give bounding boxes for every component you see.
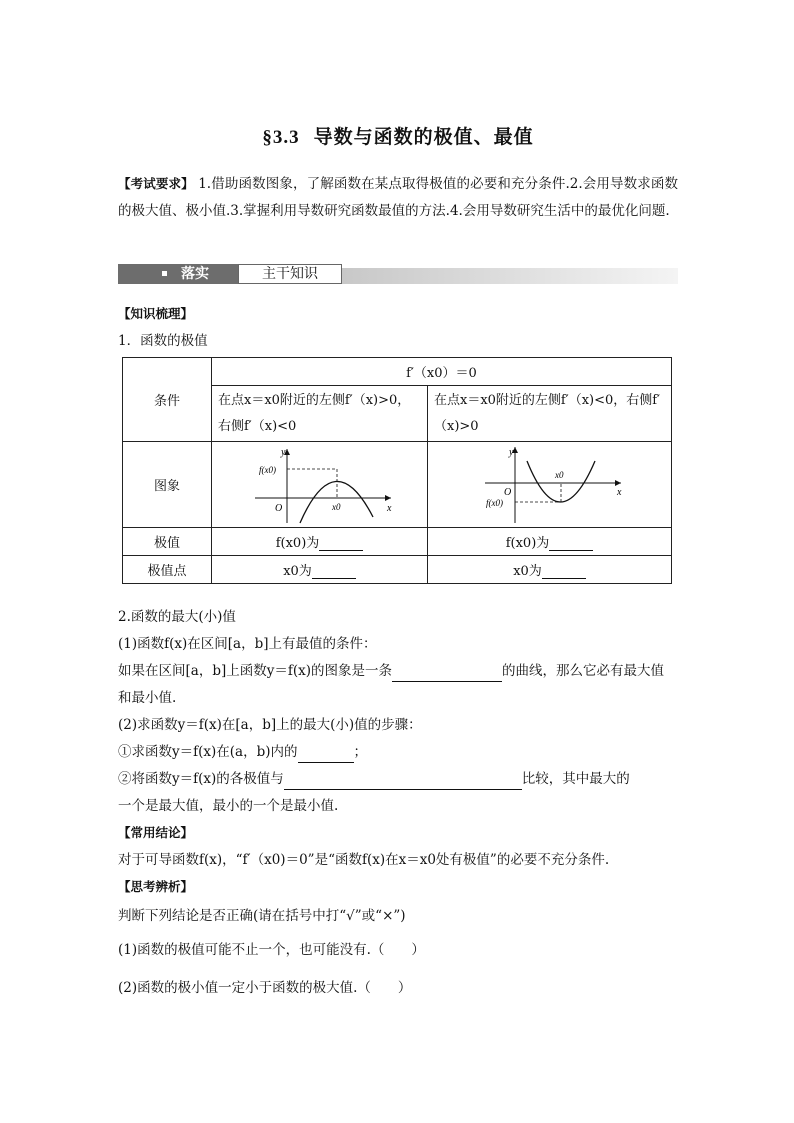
extreme-left-text: f(x0)为	[275, 536, 320, 551]
extreme-right	[428, 528, 672, 556]
graph-maximum	[212, 442, 428, 528]
point-right	[428, 556, 672, 584]
row-extreme-label: 极值	[123, 528, 212, 556]
s2-line-3: (2)求函数y＝f(x)在[a，b]上的最大(小)值的步骤：	[118, 717, 422, 733]
condition-right: 在点x＝x0附近的左侧f′（x)<0，右侧f′（x)>0	[428, 386, 672, 442]
extreme-right-text: f(x0)为	[505, 536, 550, 551]
section-number: §3.3	[262, 127, 300, 148]
condition-left: 在点x＝x0附近的左侧f′（x)>0，右侧f′（x)<0	[212, 386, 428, 442]
fx0-label: f(x0)	[258, 464, 276, 475]
s2-line-4	[118, 741, 678, 763]
knowledge-label: 【知识梳理】	[118, 306, 194, 321]
x-axis-arrow	[615, 480, 621, 486]
s2-line-2c: 和最小值.	[118, 690, 177, 706]
banner-fade	[342, 268, 678, 284]
think-label: 【思考辨析】	[118, 879, 194, 894]
y-label: y	[508, 446, 513, 458]
point-right-text: x0为	[513, 564, 542, 579]
row-condition-label: 条件	[123, 358, 212, 442]
y-label: y	[280, 446, 285, 458]
fx0-label: f(x0)	[485, 497, 503, 508]
section-1-heading: 1．函数的极值	[118, 333, 208, 349]
section-2-heading: 2.函数的最大(小)值	[118, 609, 236, 625]
s2-line-2b: 的曲线，那么它必有最大值	[502, 663, 664, 679]
s2-line-5a: ②将函数y＝f(x)的各极值与	[118, 771, 284, 787]
common-label: 【常用结论】	[118, 825, 194, 840]
point-left-text: x0为	[283, 564, 312, 579]
answer-blank[interactable]	[319, 536, 363, 551]
extreme-value-table	[122, 357, 672, 584]
requirements-text: 1.借助函数图象，了解函数在某点取得极值的必要和充分条件.2.会用导数求函数的极大值、极小值.3.掌握利用导数研究函数最值的方法.4.会用导数研究生活中的最优化问题.	[118, 176, 678, 219]
s2-line-4a: ①求函数y＝f(x)在(a，b)内的	[118, 744, 298, 760]
banner-dark	[118, 264, 238, 284]
s2-line-5b: 比较，其中最大的	[521, 771, 630, 787]
x-axis-arrow	[385, 495, 391, 501]
s2-line-5c: 一个是最大值，最小的一个是最小值.	[118, 798, 339, 814]
row-point-label: 极值点	[123, 556, 212, 584]
page-title	[118, 122, 678, 149]
answer-blank[interactable]	[549, 536, 593, 551]
x0-label: x0	[331, 501, 340, 512]
question-1: (1)函数的极值可能不止一个，也可能没有.（ ）	[118, 942, 425, 958]
answer-blank[interactable]	[392, 667, 502, 682]
maximum-graph-svg	[245, 445, 395, 525]
exam-requirements	[118, 170, 678, 225]
table-header: f′（x0）＝0	[212, 358, 672, 386]
row-graph-label: 图象	[123, 442, 212, 528]
x0-label: x0	[554, 469, 563, 480]
point-left	[212, 556, 428, 584]
x-label: x	[616, 486, 621, 498]
common-text: 对于可导函数f(x)，“f′（x0)＝0”是“函数f(x)在x＝x0处有极值”的必要不充分条件.	[118, 852, 610, 868]
answer-blank[interactable]	[312, 564, 356, 579]
title-text: 导数与函数的极值、最值	[313, 126, 534, 148]
origin-label: O	[503, 486, 511, 498]
answer-blank[interactable]	[542, 564, 586, 579]
question-2: (2)函数的极小值一定小于函数的极大值.（ ）	[118, 980, 412, 996]
banner-left-label: 落实	[181, 266, 209, 282]
section-banner	[118, 263, 678, 285]
extreme-left	[212, 528, 428, 556]
square-icon	[162, 271, 167, 276]
answer-blank[interactable]	[284, 775, 522, 790]
origin-label: O	[274, 502, 282, 514]
requirements-label: 【考试要求】	[118, 176, 194, 191]
think-intro: 判断下列结论是否正确(请在括号中打“√”或“×”)	[118, 908, 406, 924]
s2-line-2a: 如果在区间[a，b]上函数y＝f(x)的图象是一条	[118, 663, 392, 679]
banner-right-label: 主干知识	[238, 264, 342, 284]
x-label: x	[386, 502, 391, 514]
s2-line-2	[118, 660, 678, 682]
s2-line-4b: ；	[353, 744, 367, 760]
s2-line-1: (1)函数f(x)在区间[a，b]上有最值的条件：	[118, 636, 377, 652]
s2-line-5	[118, 768, 678, 790]
graph-minimum	[428, 442, 672, 528]
answer-blank[interactable]	[298, 748, 354, 763]
minimum-graph-svg	[475, 445, 625, 525]
